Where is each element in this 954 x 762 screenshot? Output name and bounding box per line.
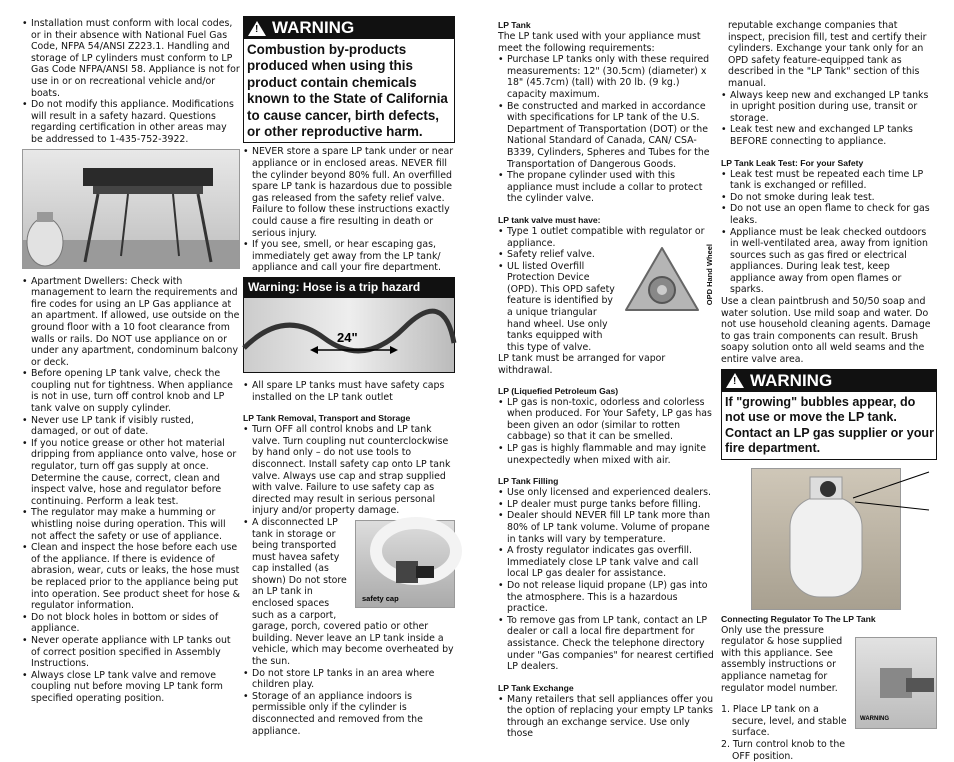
filling-bullets xyxy=(498,487,714,673)
bubbles-warning-box xyxy=(721,369,937,460)
list-item: • Be constructed and marked in accordance with specifications for LP tank of the U.S. Department of Transportation (DOT) or the National Standard of Canada, CAN/ CSA-B339, Cylinders, Spheres and Tubes for the Transportation of Dangerous Goods. xyxy=(498,101,714,171)
list-item: • Do not use an open flame to check for gas leaks. xyxy=(721,203,937,226)
storage-bullets xyxy=(243,146,455,274)
lpg-heading: LP (Liquefied Petroleum Gas) xyxy=(498,385,619,396)
list-item: • The regulator may make a humming or whistling noise during operation. This will not affect the safety or use of appliance. xyxy=(22,507,240,542)
exchange-bullets xyxy=(498,694,714,740)
valve-section xyxy=(498,226,714,377)
regulator-photo xyxy=(855,637,937,729)
valve-after: LP tank must be arranged for vapor withdrawal. xyxy=(498,353,666,377)
list-item: • Purchase LP tanks only with these required measurements: 12" (30.5cm) (diameter) x 18" (45.7cm) (tall) with 20 lb. (9 kg.) capacity maximum. xyxy=(498,54,714,100)
connect-section xyxy=(721,625,937,762)
column-4 xyxy=(721,20,937,762)
install-bullets xyxy=(22,18,240,146)
warning-label: WARNING xyxy=(750,370,833,390)
list-item: • LP gas is non-toxic, odorless and colorless when produced. For Your Safety, LP gas has been given an odor (similar to rotten cabbage) so that it can be smelled. xyxy=(498,397,714,443)
safety-cap-bullet xyxy=(243,380,455,403)
list-item: • UL listed Overfill Protection Device (OPD). This OPD safety feature is identified by a unique triangular hand wheel. Use only tanks equipped with this type of valve. xyxy=(498,261,714,354)
list-item: • Storage of an appliance indoors is permissible only if the cylinder is disconnected and removed from the appliance. xyxy=(243,691,455,737)
filling-heading: LP Tank Filling xyxy=(498,476,559,487)
column-3 xyxy=(498,20,714,740)
list-item: • Leak test must be repeated each time LP tank is exchanged or refilled. xyxy=(721,169,937,192)
list-item: • LP gas is highly flammable and may ignite unexpectedly when mixed with air. xyxy=(498,443,714,466)
list-item: • The propane cylinder used with this appliance must include a collar to protect the cylinder valve. xyxy=(498,170,714,205)
lp-tank-bullets xyxy=(498,54,714,205)
list-item: • Never operate appliance with LP tanks out of correct position specified in Assembly Instructions. xyxy=(22,635,240,670)
grill-illustration xyxy=(23,150,239,268)
dweller-bullets xyxy=(22,276,240,705)
list-item: • If you notice grease or other hot material dripping from appliance onto valve, hose or regulator, turn off gas supply at once. Determine the cause, correct, clean and inspect valve, hose and regulator before continuing. Perform a leak test. xyxy=(22,438,240,508)
list-item: • Turn OFF all control knobs and LP tank valve. Turn coupling nut counterclockwise by hand only – do not use tools to disconnect. Install safety cap onto LP tank valve. Always use cap and strap supplied with valve. Failure to use safety cap as directed may result in serious personal injury and/or property damage. xyxy=(243,424,455,517)
connect-step: 1. Place LP tank on a secure, level, and stable surface. xyxy=(721,704,847,739)
leak-test-bullets xyxy=(721,169,937,297)
safety-cap-caption: • safety cap xyxy=(362,593,399,603)
pointer-arrows xyxy=(849,472,929,512)
column-2 xyxy=(243,16,455,737)
list-item: • Do not smoke during leak test. xyxy=(721,192,937,204)
hose-photo xyxy=(244,298,454,372)
column-1 xyxy=(22,18,240,705)
list-item: • Before opening LP tank valve, check the coupling nut for tightness. When appliance is not in use, turn off control knob and LP tank valve on supply cylinder. xyxy=(22,368,240,414)
leak-test-heading: LP Tank Leak Test: For your Safety xyxy=(721,157,864,168)
list-item: • Never use LP tank if visibly rusted, damaged, or out of date. xyxy=(22,415,240,438)
lpg-bullets xyxy=(498,397,714,467)
connect-step: 2. Turn control knob to the OFF position. xyxy=(721,738,846,762)
removal-text: A disconnected LP tank in storage or being transported must havea safety cap installed (as shown) Do not store an LP tank in enclosed spaces such as a carport, garage, porch, covered patio or other building. Never leave an LP tank inside a vehicle, which may become overheated by the sun. xyxy=(252,516,454,668)
removal-heading: LP Tank Removal, Transport and Storage xyxy=(243,413,411,424)
exchange-bullets-2 xyxy=(721,90,937,148)
warning-header xyxy=(722,370,936,392)
hose-illustration xyxy=(244,298,454,372)
removal-bullets xyxy=(243,424,455,737)
list-item: • Do not release liquid propane (LP) gas into the atmosphere. This is a hazardous practice. xyxy=(498,580,714,615)
safety-cap-illustration xyxy=(356,521,454,607)
exchange-continued: reputable exchange companies that inspect, precision fill, test and certify their cylinders. Exchange your tank only for an OPD safety feature-equipped tank as described in the "LP Tank" section of this manual. xyxy=(728,20,927,89)
list-item xyxy=(243,517,455,668)
list-item: • Always close LP tank valve and remove coupling nut before moving LP tank form specified operating position. xyxy=(22,670,240,705)
list-item: • Safety relief valve. xyxy=(498,249,714,261)
list-item: • Use only licensed and experienced dealers. xyxy=(498,487,714,499)
list-item: • If you see, smell, or hear escaping gas, immediately get away from the LP tank/ appliance and call your fire department. xyxy=(243,239,455,274)
warning-triangle-icon: ! xyxy=(248,21,266,36)
list-item: • Do not block holes in bottom or sides of appliance. xyxy=(22,612,240,635)
list-item: • A frosty regulator indicates gas overfill. Immediately close LP tank valve and call local LP gas dealer for assistance. xyxy=(498,545,714,580)
list-item: • Appliance must be leak checked outdoors in well-ventilated area, away from ignition sources such as gas fired or electrical appliances. During leak test, keep appliance away from open flames or sparks. xyxy=(721,227,937,297)
list-item: • Apartment Dwellers: Check with management to learn the requirements and fire codes for using an LP Gas appliance at an apartment. If allowed, use outside on the ground floor with a 10 foot clearance from walls or rails. Do NOT use appliance on or under any apartment, condominum balcony or deck. xyxy=(22,276,240,369)
connect-intro: Only use the pressure regulator & hose supplied with this appliance. See assembly instructions or appliance nametag for regulator model number. xyxy=(721,624,843,694)
lp-tank-intro: The LP tank used with your appliance must meet the following requirements: xyxy=(498,31,701,54)
list-item: • Clean and inspect the hose before each use of the appliance. If there is evidence of abrasion, wear, cuts or leaks, the hose must be replaced prior to the appliance being put into operation. See product sheet for hose & regulator information. xyxy=(22,542,240,612)
list-item: • Leak test new and exchanged LP tanks BEFORE connecting to appliance. xyxy=(721,124,937,147)
hose-warning-label: Warning: Hose is a trip hazard xyxy=(244,278,454,298)
grill-on-stand-photo xyxy=(22,149,240,269)
hose-measure: 24" xyxy=(337,329,358,345)
list-item: • LP dealer must purge tanks before filling. xyxy=(498,499,714,511)
warning-text: If "growing" bubbles appear, do not use or move the LP tank. Contact an LP gas supplier or your fire department. xyxy=(725,394,935,456)
safety-cap-photo xyxy=(355,520,455,608)
list-item: • Many retailers that sell appliances offer you the option of replacing your empty LP tanks through an exchange service. Use only those xyxy=(498,694,714,740)
valve-heading: LP tank valve must have: xyxy=(498,214,601,225)
list-item: • All spare LP tanks must have safety caps installed on the LP tank outlet xyxy=(243,380,455,403)
warning-header xyxy=(244,17,454,39)
lp-tank-heading: LP Tank xyxy=(498,20,531,30)
list-item: • Always keep new and exchanged LP tanks in upright position during use, transit or storage. xyxy=(721,90,937,125)
exchange-heading: LP Tank Exchange xyxy=(498,682,574,693)
list-item: • NEVER store a spare LP tank under or near appliance or in enclosed areas. NEVER fill the cylinder beyond 80% full. An overfilled spare LP tank is hazardous due to possible gas released from the safety relief valve. Failure to follow these instructions exactly could cause a fire resulting in death or serious injury. xyxy=(243,146,455,239)
list-item: • To remove gas from LP tank, contact an LP dealer or call a local fire department for assistance. Check the telephone directory under "Gas companies" for nearest certified LP dealers. xyxy=(498,615,714,673)
list-item: • Do not modify this appliance. Modifications will result in a safety hazard. Questions regarding certification in other areas may be addressed to 1-435-752-3922. xyxy=(22,99,240,145)
prop65-warning-box xyxy=(243,16,455,143)
leak-test-after: Use a clean paintbrush and 50/50 soap and water solution. Use mild soap and water. Do not use household cleaning agents. Damage to gas train components can result. Brush soapy solution onto all weld seams and the entire valve area. xyxy=(721,296,931,366)
warning-text: Combustion by-products produced when using this product contain chemicals known to the State of California to cause cancer, birth defects, or other reproductive harm. xyxy=(247,42,448,140)
hose-warning-box xyxy=(243,277,455,373)
list-item: • Do not store LP tanks in an area where children play. xyxy=(243,668,455,691)
warning-label: WARNING xyxy=(272,18,355,38)
warning-triangle-icon: ! xyxy=(726,373,744,388)
opd-caption: OPD Hand Wheel xyxy=(705,243,715,306)
connect-heading: Connecting Regulator To The LP Tank xyxy=(721,613,876,624)
regulator-illustration xyxy=(856,638,936,728)
photo-label: WARNING xyxy=(860,715,889,722)
list-item: • Dealer should NEVER fill LP tank more than 80% of LP tank volume. Volume of propane in tanks will vary by temperature. xyxy=(498,510,714,545)
list-item: • Type 1 outlet compatible with regulator or appliance. xyxy=(498,226,714,249)
valve-bullets xyxy=(498,226,714,354)
list-item: • Installation must conform with local codes, or in their absence with National Fuel Gas Code, NFPA 54/ANSI Z223.1. Handling and storage of LP cylinders must conform to LP Gas Code NFPA/ANSI 58. Appliance is not for use in or on recreational vehicle and/or boats. xyxy=(22,18,240,99)
